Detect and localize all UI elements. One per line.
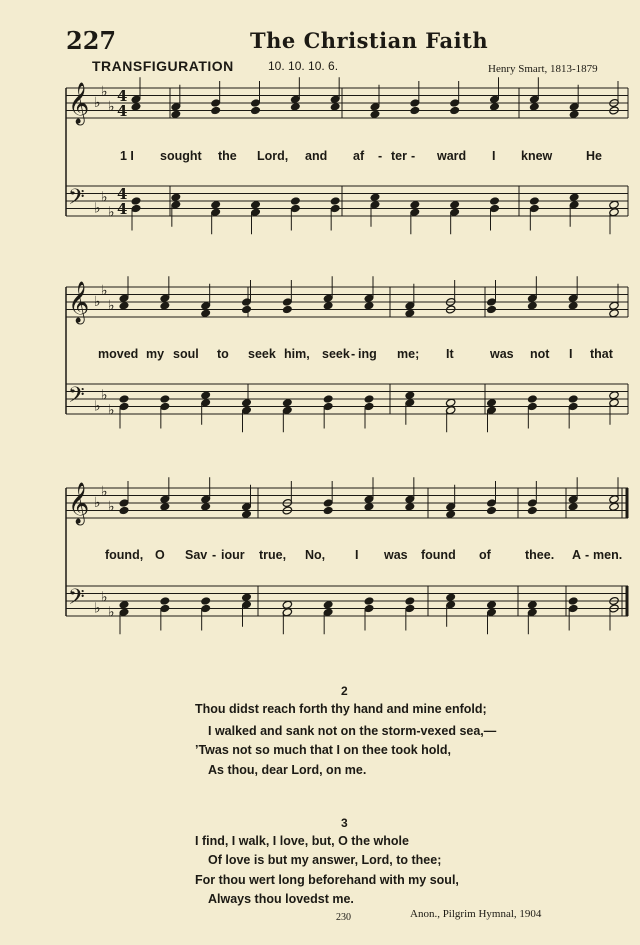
treble-clef-icon: 𝄞 bbox=[68, 83, 90, 124]
note-head bbox=[489, 196, 499, 205]
note-head bbox=[364, 596, 374, 605]
note-head bbox=[364, 301, 374, 310]
flat-icon: ♭ bbox=[108, 98, 115, 115]
time-signature: 4 bbox=[117, 102, 128, 120]
lyric-syllable: and bbox=[305, 149, 328, 163]
note-head bbox=[323, 394, 333, 403]
verse-line: I walked and sank not on the storm-vexed sea,— bbox=[208, 724, 497, 738]
note-head bbox=[609, 309, 619, 318]
note-head bbox=[282, 600, 292, 609]
note-head bbox=[410, 106, 420, 115]
lyric-syllable: I bbox=[355, 548, 359, 562]
verse-line: As thou, dear Lord, on me. bbox=[208, 763, 367, 777]
treble-clef-icon: 𝄞 bbox=[68, 483, 90, 524]
lyric-syllable: I bbox=[492, 149, 496, 163]
lyric-syllable: knew bbox=[521, 149, 553, 163]
note-head bbox=[282, 398, 292, 407]
note-head bbox=[200, 596, 210, 605]
verse-line: Of love is but my answer, Lord, to thee; bbox=[208, 853, 442, 867]
verse-line: I find, I walk, I love, but, O the whole bbox=[195, 834, 409, 848]
lyric-syllable: Lord, bbox=[257, 149, 289, 163]
lyric-syllable: sought bbox=[160, 149, 202, 163]
verse-line: Always thou lovedst me. bbox=[208, 892, 354, 906]
tune-name: TRANSFIGURATION bbox=[92, 58, 234, 74]
note-head bbox=[250, 106, 260, 115]
note-head bbox=[323, 506, 333, 515]
note-head bbox=[131, 102, 141, 111]
note-head bbox=[119, 506, 129, 515]
bass-clef-icon: 𝄢 bbox=[68, 585, 85, 615]
note-head bbox=[171, 110, 181, 119]
note-head bbox=[290, 196, 300, 205]
lyric-syllable: seek bbox=[322, 347, 350, 361]
verse-line: Thou didst reach forth thy hand and mine enfold; bbox=[195, 702, 487, 716]
lyric-syllable: 1 I bbox=[120, 149, 134, 163]
lyric-syllable: was bbox=[384, 548, 408, 562]
note-head bbox=[405, 596, 415, 605]
flat-icon: ♭ bbox=[101, 589, 108, 606]
note-head bbox=[609, 502, 619, 511]
lyric-syllable: true, bbox=[259, 548, 287, 562]
bass-clef-icon: 𝄢 bbox=[68, 383, 85, 413]
note-head bbox=[370, 110, 380, 119]
verse-line: ’Twas not so much that I on thee took hold, bbox=[195, 743, 452, 757]
lyric-syllable: thee. bbox=[525, 548, 555, 562]
lyric-syllable: him, bbox=[284, 347, 310, 361]
note-head bbox=[160, 394, 170, 403]
note-head bbox=[489, 102, 499, 111]
note-head bbox=[171, 193, 181, 202]
note-head bbox=[410, 200, 420, 209]
lyric-syllable: No, bbox=[305, 548, 326, 562]
flat-icon: ♭ bbox=[101, 189, 108, 206]
lyric-syllable: the bbox=[218, 149, 237, 163]
stanza-number: 2 bbox=[341, 684, 348, 698]
note-head bbox=[160, 596, 170, 605]
note-head bbox=[364, 394, 374, 403]
lyric-syllable: A bbox=[572, 548, 582, 562]
note-head bbox=[568, 394, 578, 403]
lyric-syllable: soul bbox=[173, 347, 199, 361]
lyric-syllable: found, bbox=[105, 548, 144, 562]
lyric-syllable: - bbox=[351, 347, 356, 361]
note-head bbox=[131, 196, 141, 205]
note-head bbox=[241, 305, 251, 314]
hymn-number: 227 bbox=[66, 26, 117, 55]
composer-credit: Henry Smart, 1813-1879 bbox=[488, 63, 598, 75]
flat-icon: ♭ bbox=[94, 200, 101, 217]
note-head bbox=[609, 391, 619, 400]
note-head bbox=[527, 394, 537, 403]
flat-icon: ♭ bbox=[101, 483, 108, 500]
lyric-syllable: was bbox=[490, 347, 514, 361]
note-head bbox=[290, 102, 300, 111]
note-head bbox=[445, 398, 455, 407]
note-head bbox=[210, 106, 220, 115]
note-head bbox=[210, 200, 220, 209]
note-head bbox=[449, 200, 459, 209]
note-head bbox=[568, 502, 578, 511]
note-head bbox=[364, 502, 374, 511]
lyric-syllable: of bbox=[479, 548, 491, 562]
note-head bbox=[569, 193, 579, 202]
lyric-syllable: - bbox=[411, 149, 416, 163]
flat-icon: ♭ bbox=[108, 204, 115, 221]
note-head bbox=[160, 502, 170, 511]
flat-icon: ♭ bbox=[108, 402, 115, 419]
note-head bbox=[323, 600, 333, 609]
note-head bbox=[119, 600, 129, 609]
lyric-syllable: I bbox=[569, 347, 573, 361]
note-head bbox=[330, 196, 340, 205]
note-head bbox=[486, 398, 496, 407]
note-head bbox=[282, 305, 292, 314]
time-signature: 4 bbox=[117, 185, 128, 203]
lyric-syllable: moved bbox=[98, 347, 139, 361]
lyric-syllable: - bbox=[585, 548, 590, 562]
flat-icon: ♭ bbox=[108, 604, 115, 621]
note-head bbox=[445, 593, 455, 602]
note-head bbox=[486, 600, 496, 609]
note-head bbox=[569, 110, 579, 119]
flat-icon: ♭ bbox=[94, 600, 101, 617]
note-head bbox=[370, 193, 380, 202]
note-head bbox=[449, 106, 459, 115]
flat-icon: ♭ bbox=[94, 398, 101, 415]
lyric-syllable: seek bbox=[248, 347, 276, 361]
lyric-syllable: not bbox=[530, 347, 550, 361]
note-head bbox=[250, 200, 260, 209]
note-head bbox=[160, 301, 170, 310]
note-head bbox=[529, 102, 539, 111]
stanza-number: 3 bbox=[341, 816, 348, 830]
page-number: 230 bbox=[336, 912, 351, 923]
note-head bbox=[527, 506, 537, 515]
note-head bbox=[200, 309, 210, 318]
lyric-syllable: - bbox=[378, 149, 383, 163]
flat-icon: ♭ bbox=[108, 498, 115, 515]
note-head bbox=[200, 502, 210, 511]
note-head bbox=[241, 593, 251, 602]
note-head bbox=[609, 200, 619, 209]
note-head bbox=[241, 510, 251, 519]
lyric-syllable: iour bbox=[221, 548, 245, 562]
lyric-syllable: that bbox=[590, 347, 613, 361]
note-head bbox=[527, 301, 537, 310]
flat-icon: ♭ bbox=[101, 83, 108, 100]
lyric-syllable: to bbox=[217, 347, 229, 361]
tune-meter: 10. 10. 10. 6. bbox=[268, 59, 339, 73]
note-head bbox=[323, 301, 333, 310]
lyric-syllable: af bbox=[353, 149, 365, 163]
lyric-syllable: my bbox=[146, 347, 165, 361]
lyric-syllable: Sav bbox=[185, 548, 208, 562]
lyric-syllable: ter bbox=[391, 149, 407, 163]
flat-icon: ♭ bbox=[94, 495, 101, 511]
time-signature: 4 bbox=[117, 200, 128, 218]
note-head bbox=[568, 596, 578, 605]
note-head bbox=[486, 305, 496, 314]
treble-clef-icon: 𝄞 bbox=[68, 282, 90, 323]
note-head bbox=[241, 398, 251, 407]
note-head bbox=[119, 394, 129, 403]
lyric-syllable: found bbox=[421, 548, 456, 562]
lyric-syllable: ward bbox=[437, 149, 467, 163]
flat-icon: ♭ bbox=[108, 297, 115, 314]
note-head bbox=[119, 301, 129, 310]
section-title: The Christian Faith bbox=[250, 28, 489, 53]
lyric-syllable: It bbox=[446, 347, 454, 361]
flat-icon: ♭ bbox=[101, 387, 108, 404]
note-head bbox=[405, 309, 415, 318]
note-head bbox=[486, 506, 496, 515]
flat-icon: ♭ bbox=[94, 294, 101, 310]
note-head bbox=[568, 301, 578, 310]
lyric-syllable: - bbox=[212, 548, 217, 562]
verse-line: For thou wert long beforehand with my soul, bbox=[195, 873, 459, 887]
text-credit: Anon., Pilgrim Hymnal, 1904 bbox=[410, 908, 542, 920]
lyric-syllable: O bbox=[155, 548, 165, 562]
lyric-syllable: He bbox=[586, 149, 602, 163]
flat-icon: ♭ bbox=[101, 282, 108, 299]
note-head bbox=[445, 510, 455, 519]
note-head bbox=[527, 600, 537, 609]
note-head bbox=[405, 502, 415, 511]
note-head bbox=[330, 102, 340, 111]
flat-icon: ♭ bbox=[94, 95, 101, 111]
note-head bbox=[200, 391, 210, 400]
lyric-syllable: ing bbox=[358, 347, 377, 361]
bass-clef-icon: 𝄢 bbox=[68, 185, 85, 215]
lyric-syllable: men. bbox=[593, 548, 623, 562]
note-head bbox=[529, 196, 539, 205]
lyric-syllable: me; bbox=[397, 347, 420, 361]
note-head bbox=[405, 391, 415, 400]
time-signature: 4 bbox=[117, 87, 128, 105]
